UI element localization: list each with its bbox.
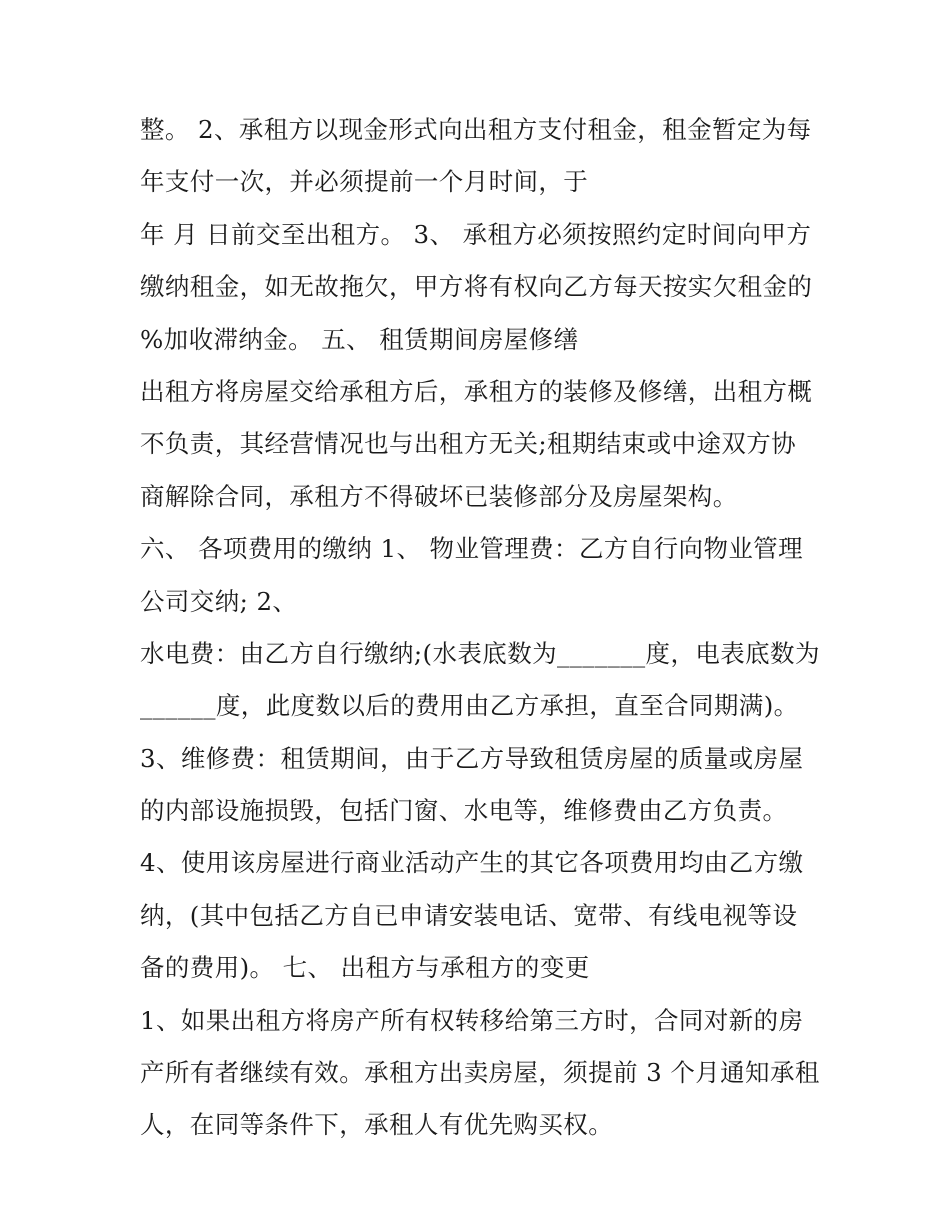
text-line: 商解除合同，承租方不得破坏已装修部分及房屋架构。	[140, 481, 738, 511]
text-line: ______度，此度数以后的费用由乙方承担，直至合同期满)。	[140, 691, 799, 721]
text-line: 水电费：由乙方自行缴纳;(水表底数为_______度，电表底数为	[140, 638, 820, 668]
text-line: 产所有者继续有效。承租方出卖房屋，须提前 3 个月通知承租	[140, 1058, 820, 1088]
text-line: 年支付一次，并必须提前一个月时间，于	[140, 167, 589, 197]
text-line: 出租方将房屋交给承租方后，承租方的装修及修缮，出租方概	[140, 376, 813, 406]
text-line: 的内部设施损毁，包括门窗、水电等，维修费由乙方负责。	[140, 796, 788, 826]
text-line: 纳，(其中包括乙方自已申请安装电话、宽带、有线电视等设	[140, 900, 798, 930]
contract-text-body	[140, 104, 830, 1152]
text-line: 不负责，其经营情况也与出租方无关;租期结束或中途双方协	[140, 429, 797, 459]
text-line: 缴纳租金，如无故拖欠，甲方将有权向乙方每天按实欠租金的	[140, 272, 813, 302]
text-line: 公司交纳; 2、	[140, 586, 298, 616]
text-line: 3、维修费：租赁期间，由于乙方导致租赁房屋的质量或房屋	[140, 743, 804, 773]
text-line: 年 月 日前交至出租方。 3、 承租方必须按照约定时间向甲方	[140, 219, 812, 249]
text-line: %加收滞纳金。 五、 租赁期间房屋修缮	[140, 324, 579, 354]
text-line: 1、如果出租方将房产所有权转移给第三方时，合同对新的房	[140, 1005, 804, 1035]
text-line: 备的费用)。 七、 出租方与承租方的变更	[140, 953, 590, 983]
text-line: 4、使用该房屋进行商业活动产生的其它各项费用均由乙方缴	[140, 848, 804, 878]
text-line: 整。 2、承租方以现金形式向出租方支付租金，租金暂定为每	[140, 115, 812, 144]
text-line: 六、 各项费用的缴纳 1、 物业管理费：乙方自行向物业管理	[140, 534, 804, 564]
text-line: 人，在同等条件下，承租人有优先购买权。	[140, 1110, 614, 1140]
